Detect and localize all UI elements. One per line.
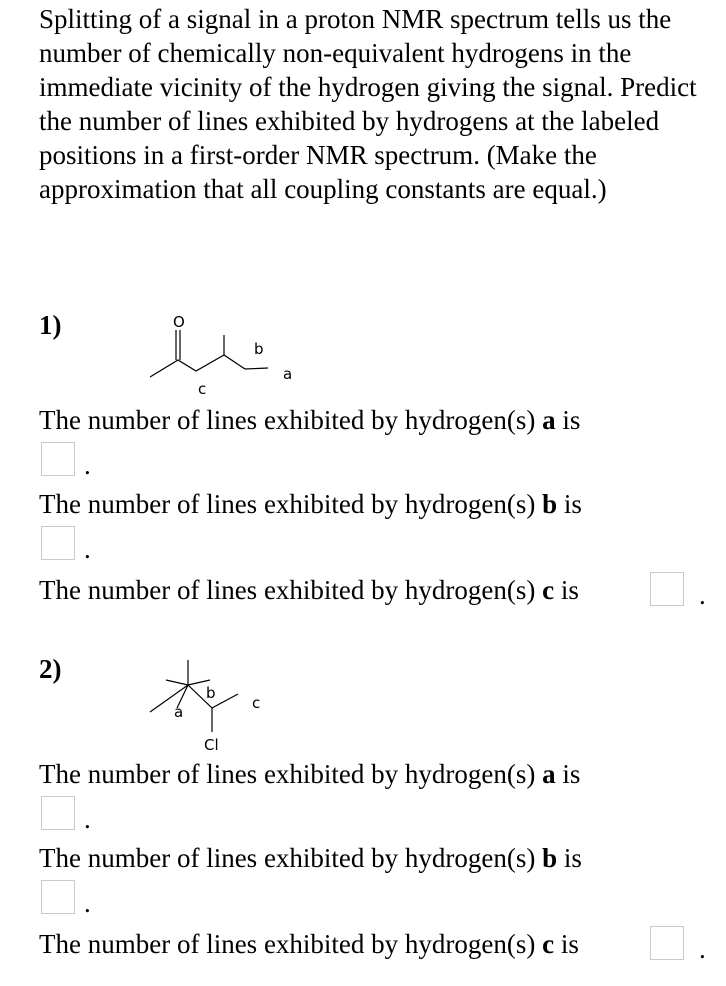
molecule-2-label-c: c: [252, 694, 261, 712]
suffix-text: is: [562, 405, 581, 435]
question-1-part-c-text: [39, 573, 579, 607]
prompt-text: The number of lines exhibited by hydrogen(s): [39, 489, 536, 519]
hydrogen-label-a: a: [542, 759, 556, 789]
question-1-number: 1): [39, 310, 62, 340]
prompt-text: The number of lines exhibited by hydrogen(s): [39, 929, 536, 959]
hydrogen-label-b: b: [542, 843, 558, 873]
answer-input-q1-c[interactable]: [650, 572, 684, 606]
hydrogen-label-c: c: [542, 575, 555, 605]
molecule-2-tbutyl-bond-left: [166, 680, 188, 685]
period: .: [699, 580, 706, 610]
molecule-1-bonds: [150, 355, 245, 377]
answer-input-q2-a[interactable]: [41, 796, 75, 830]
period: .: [84, 804, 91, 834]
suffix-text: is: [562, 759, 581, 789]
answer-input-q2-b[interactable]: [41, 880, 75, 914]
molecule-1-label-a: a: [283, 365, 293, 383]
prompt-text: The number of lines exhibited by hydrogen(s): [39, 575, 536, 605]
suffix-text: is: [563, 489, 582, 519]
answer-input-q2-c[interactable]: [650, 926, 684, 960]
molecule-1-label-c: c: [198, 380, 207, 398]
question-1-part-b-text: [39, 487, 582, 521]
question-2-number: 2): [39, 654, 62, 684]
hydrogen-label-c: c: [542, 929, 555, 959]
question-2-part-b-text: [39, 841, 582, 875]
answer-input-q1-b[interactable]: [41, 526, 75, 560]
suffix-text: is: [563, 843, 582, 873]
molecule-1-label-o: O: [173, 313, 185, 331]
molecule-2-label-b: b: [206, 684, 216, 702]
answer-input-q1-a[interactable]: [41, 442, 75, 476]
period: .: [84, 888, 91, 918]
suffix-text: is: [560, 929, 579, 959]
question-2-part-c-text: [39, 927, 579, 961]
period: .: [84, 450, 91, 480]
prompt-text: The number of lines exhibited by hydrogen(s): [39, 759, 536, 789]
period: .: [699, 934, 706, 964]
molecule-1-structure: [140, 305, 310, 400]
molecule-2-structure: [140, 650, 280, 760]
suffix-text: is: [560, 575, 579, 605]
question-1-part-a-text: [39, 403, 580, 437]
molecule-2-main-chain: [150, 685, 238, 712]
molecule-1-tail-bond: [245, 368, 268, 369]
molecule-1-label-b: b: [254, 340, 264, 358]
period: .: [84, 534, 91, 564]
prompt-text: The number of lines exhibited by hydrogen(s): [39, 843, 536, 873]
hydrogen-label-b: b: [542, 489, 558, 519]
molecule-2-label-a: a: [174, 703, 184, 721]
question-2-part-a-text: [39, 757, 580, 791]
molecule-2-label-cl: Cl: [204, 736, 219, 754]
hydrogen-label-a: a: [542, 405, 556, 435]
problem-statement: Splitting of a signal in a proton NMR spectrum tells us the number of chemically non-equivalent hydrogens in the immediate vicinity of the hydrogen giving the signal. Predict the number of lines exhibited by hydrogens at the labeled positions in a first-order NMR spectrum. (Make the approximation that all coupling constants are equal.): [39, 4, 697, 204]
prompt-text: The number of lines exhibited by hydrogen(s): [39, 405, 536, 435]
